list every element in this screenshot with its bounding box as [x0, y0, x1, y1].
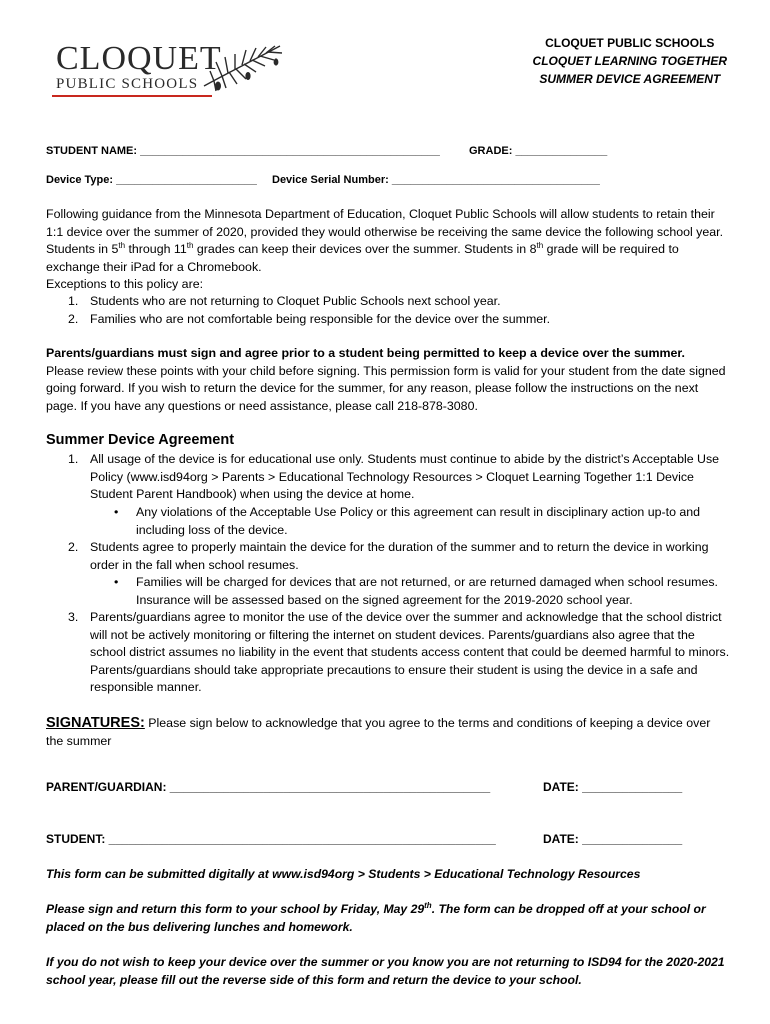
parent-signature-field[interactable]: PARENT/GUARDIAN: ________________________________________________ [46, 780, 491, 794]
submit-instructions: This form can be submitted digitally at www.isd94org > Students > Educational Technology Resources [46, 867, 641, 881]
not-keeping-instructions: If you do not wish to keep your device over the summer or you know you are not returning to ISD94 for the 2020-2021 school year, please fill out the reverse side of this form and return the device to your school. [46, 955, 725, 987]
student-date-field[interactable]: DATE: _______________ [543, 832, 683, 846]
header-district: CLOQUET PUBLIC SCHOOLS [545, 36, 715, 50]
signatures-label: SIGNATURES: [46, 715, 145, 731]
device-type-field[interactable]: Device Type: _______________________ [46, 174, 257, 186]
header-program: CLOQUET LEARNING TOGETHER [532, 54, 727, 68]
header-form-title: SUMMER DEVICE AGREEMENT [539, 72, 721, 86]
parents-paragraph: Parents/guardians must sign and agree prior to a student being permitted to keep a device over the summer. Please review these points with your child before signing. This permission form is valid for your student from the date signed going forward. If you wish to return the device for the summer, for any reason, please follow the instructions on the next page. If you have any questions or need assistance, please call 218-878-3080. [46, 346, 726, 413]
device-serial-field[interactable]: Device Serial Number: __________________________________ [272, 174, 600, 186]
signatures-section: SIGNATURES: Please sign below to acknowledge that you agree to the terms and conditions of keeping a device over the summer [46, 715, 711, 748]
return-instructions: Please sign and return this form to your school by Friday, May 29th. The form can be dropped off at your school or placed on the bus delivering lunches and homework. [46, 900, 706, 934]
school-logo [52, 36, 287, 104]
agreement-heading: Summer Device Agreement [46, 432, 235, 448]
logo-name-big: CLOQUET [56, 40, 222, 77]
exceptions-label: Exceptions to this policy are: [46, 277, 204, 291]
pine-branch-icon [202, 36, 292, 100]
intro-paragraph: Following guidance from the Minnesota Department of Education, Cloquet Public Schools will allow students to retain their 1:1 device over the summer of 2020, provided they would otherwise be receiving the same device the following school year. Students in 5th through 11th grades can keep their devices over the summer. Students in 8th grade will be required to exchange their iPad for a Chromebook. [46, 207, 724, 274]
student-signature-field[interactable]: STUDENT: __________________________________________________________ [46, 832, 496, 846]
parent-date-field[interactable]: DATE: _______________ [543, 780, 683, 794]
document-header [533, 34, 727, 88]
student-name-field[interactable]: STUDENT NAME: _________________________________________________ [46, 145, 440, 157]
logo-accent-line [52, 95, 212, 97]
logo-name-small: PUBLIC SCHOOLS [56, 76, 199, 92]
grade-field[interactable]: GRADE: _______________ [469, 145, 608, 157]
